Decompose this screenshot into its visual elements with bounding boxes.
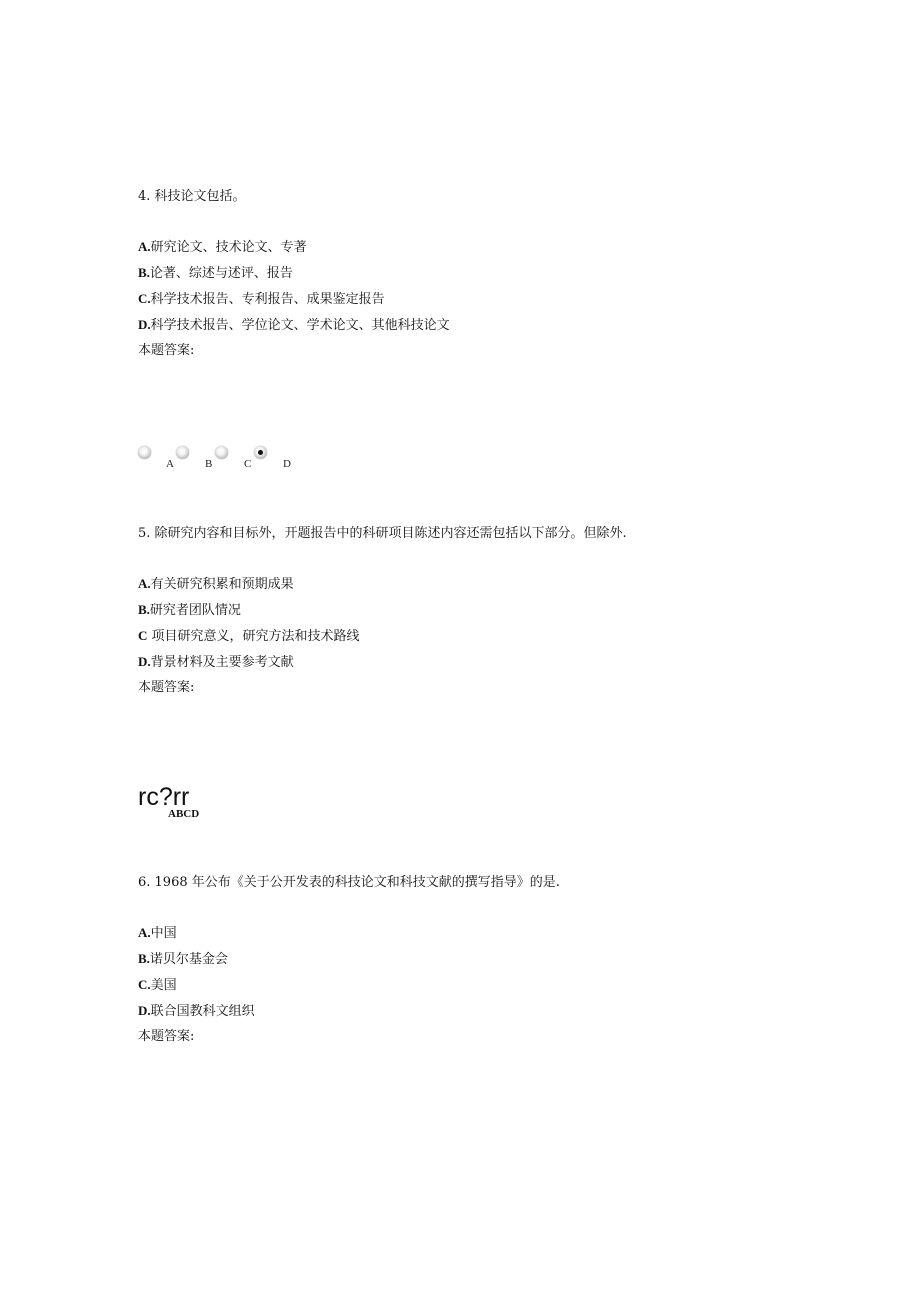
question-4-answer-label: 本题答案:	[138, 343, 195, 358]
option-text: 诺贝尔基金会	[149, 952, 228, 967]
question-6-answer-label: 本题答案:	[138, 1029, 195, 1044]
radio-c[interactable]	[215, 446, 228, 459]
question-5-answer-glyph: rc?rr	[138, 783, 190, 811]
question-6-option-d	[138, 1003, 255, 1020]
option-text: 论著、综述与述评、报告	[149, 266, 293, 281]
question-5-answer-letters: ABCD	[168, 808, 200, 820]
option-text: 科学技术报告、专利报告、成果鉴定报告	[150, 292, 385, 307]
question-4-option-b	[138, 265, 293, 282]
question-5-option-b	[138, 602, 241, 619]
radio-label-a: A	[166, 458, 174, 470]
question-4-radio-group	[138, 443, 308, 473]
question-6-title: 6. 1968 年公布《关于公开发表的科技论文和科技文献的撰写指导》的是.	[138, 875, 560, 890]
option-letter: C	[138, 628, 148, 643]
option-text: 中国	[150, 926, 177, 941]
question-4-option-c	[138, 291, 385, 308]
option-text: 有关研究积累和预期成果	[150, 577, 294, 592]
option-letter: B.	[138, 265, 150, 280]
radio-d-selected[interactable]	[254, 446, 267, 459]
option-letter: A.	[138, 239, 151, 254]
option-letter: C.	[138, 291, 151, 306]
option-text: 科学技术报告、学位论文、学术论文、其他科技论文	[150, 318, 450, 333]
question-5-answer-label: 本题答案:	[138, 680, 195, 695]
question-5-option-d	[138, 654, 294, 671]
option-text: 联合国教科文组织	[150, 1004, 255, 1019]
question-6-option-a	[138, 925, 177, 942]
question-4-title: 4. 科技论文包括。	[138, 189, 246, 204]
option-letter: D.	[138, 1003, 151, 1018]
question-5-title: 5. 除研究内容和目标外，开题报告中的科研项目陈述内容还需包括以下部分。但除外.	[138, 526, 627, 541]
option-text: 研究者团队情况	[149, 603, 241, 618]
radio-label-c: C	[244, 458, 252, 470]
question-4-option-a	[138, 239, 307, 256]
option-letter: D.	[138, 654, 151, 669]
question-5-option-c	[138, 628, 360, 645]
radio-a[interactable]	[138, 446, 151, 459]
option-letter: D.	[138, 317, 151, 332]
option-text: 研究论文、技术论文、专著	[150, 240, 307, 255]
question-5-option-a	[138, 576, 294, 593]
radio-b[interactable]	[176, 446, 189, 459]
radio-label-d: D	[283, 458, 291, 470]
option-letter: A.	[138, 925, 151, 940]
question-4-option-d	[138, 317, 450, 334]
question-6-option-b	[138, 951, 228, 968]
question-6-option-c	[138, 977, 177, 994]
option-letter: C.	[138, 977, 151, 992]
option-text: 项目研究意义，研究方法和技术路线	[147, 629, 360, 644]
option-text: 美国	[150, 978, 177, 993]
option-letter: B.	[138, 951, 150, 966]
radio-label-b: B	[205, 458, 213, 470]
option-text: 背景材料及主要参考文献	[150, 655, 294, 670]
option-letter: B.	[138, 602, 150, 617]
option-letter: A.	[138, 576, 151, 591]
